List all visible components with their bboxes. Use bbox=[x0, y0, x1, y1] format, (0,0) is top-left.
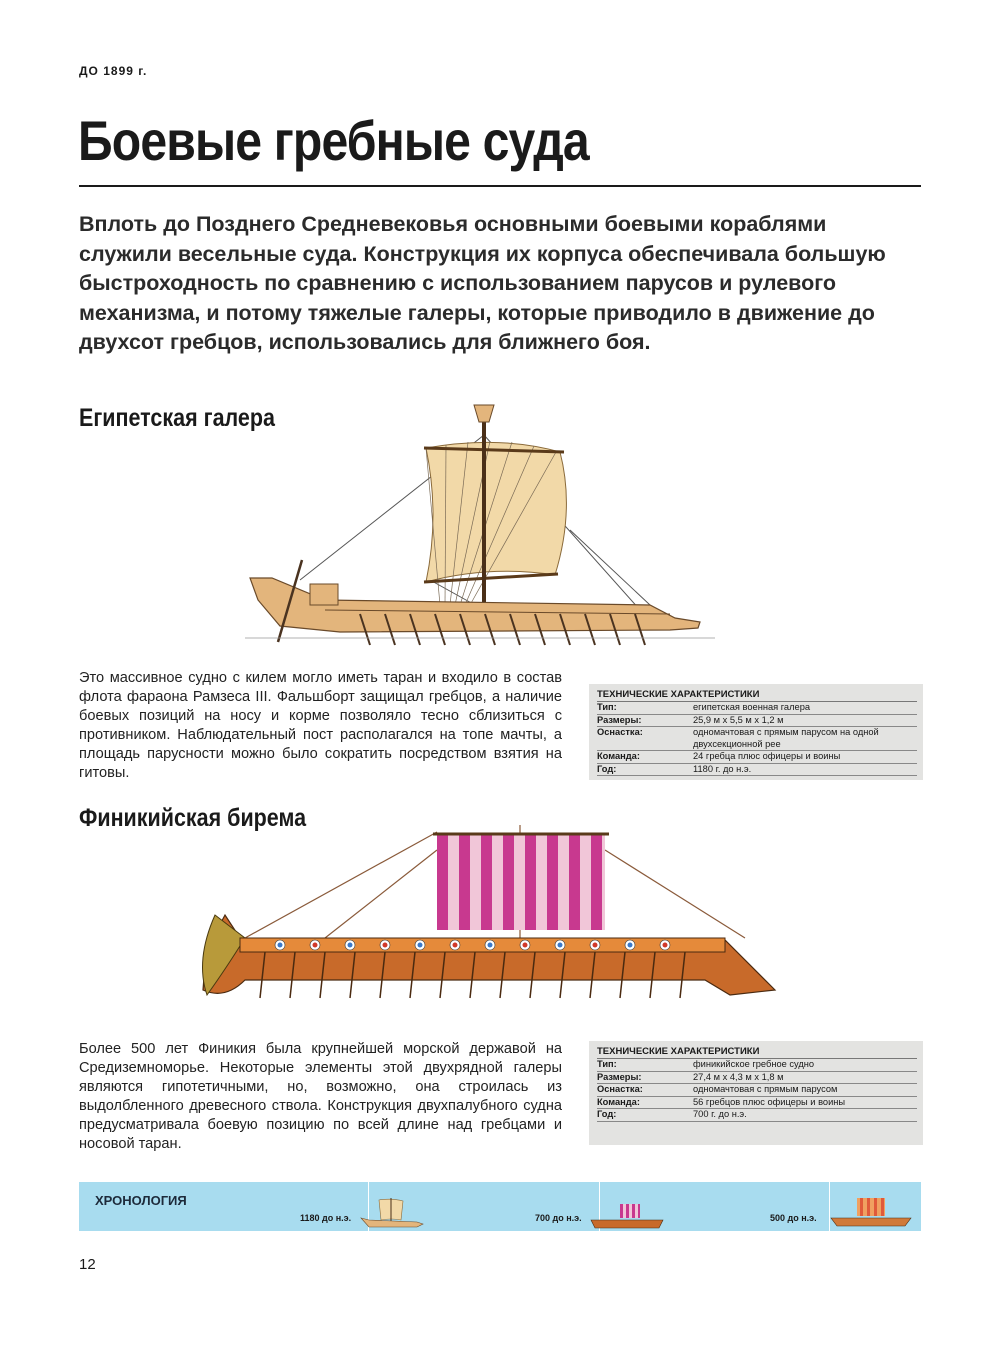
title-divider bbox=[79, 185, 921, 187]
egyptian-spec-table bbox=[589, 684, 923, 780]
spec-value: 25,9 м х 5,5 м х 1,2 м bbox=[693, 714, 784, 725]
spec-value: одномачтовая с прямым парусом bbox=[693, 1084, 838, 1094]
spec-value: 27,4 м х 4,3 м х 1,8 м bbox=[693, 1071, 784, 1082]
spec-value: одномачтовая с прямым парусом на одной двухсекционной рее bbox=[693, 727, 879, 749]
spec-row bbox=[597, 727, 917, 751]
chronology-year: 1180 до н.э. bbox=[300, 1213, 352, 1223]
spec-row bbox=[597, 1072, 917, 1085]
spec-key: Размеры: bbox=[597, 714, 642, 725]
spec-row bbox=[597, 1084, 917, 1097]
spec-key: Размеры: bbox=[597, 1071, 642, 1082]
spec-row bbox=[597, 715, 917, 728]
page-title: Боевые гребные суда bbox=[78, 109, 589, 172]
spec-value: 1180 г. до н.э. bbox=[693, 763, 752, 774]
spec-key: Команда: bbox=[597, 1096, 640, 1107]
spec-value: 24 гребца плюс офицеры и воины bbox=[693, 751, 841, 761]
page-number: 12 bbox=[79, 1256, 96, 1273]
chronology-bar bbox=[79, 1182, 921, 1231]
spec-key: Год: bbox=[597, 1109, 617, 1119]
phoenician-spec-table bbox=[589, 1041, 923, 1145]
egyptian-galley-thumbnail bbox=[357, 1196, 427, 1230]
section-heading-egyptian: Египетская галера bbox=[79, 404, 275, 432]
spec-row bbox=[597, 702, 917, 715]
spec-value: 700 г. до н.э. bbox=[693, 1109, 747, 1119]
spec-row bbox=[597, 764, 917, 777]
phoenician-description: Более 500 лет Финикия была крупнейшей морской державой на Средиземноморье. Некоторые элементы этой двухрядной галеры являются гипотетичными, но, возможно, она строилась из выдолбленного древесного ствола. Конструкция двухпалубного судна предусматривала боевую позицию по всей длине над гребцами и носовой таран. bbox=[79, 1041, 562, 1152]
chronology-label: ХРОНОЛОГИЯ bbox=[95, 1193, 187, 1208]
phoenician-bireme-illustration bbox=[185, 820, 785, 1010]
spec-value: 56 гребцов плюс офицеры и воины bbox=[693, 1096, 846, 1107]
intro-paragraph: Вплоть до Позднего Средневековья основными боевыми кораблями служили весельные суда. Конструкция их корпуса обеспечивала большую быстроходность по сравнению с использованием парусов и рулевого механизма, и потому тяжелые галеры, которые приводило в движение до двухсот гребцов, использовались для ближнего боя. bbox=[79, 212, 886, 354]
spec-row bbox=[597, 1059, 917, 1072]
spec-key: Тип: bbox=[597, 702, 617, 712]
spec-row bbox=[597, 751, 917, 764]
spec-key: Год: bbox=[597, 763, 617, 774]
spec-key: Команда: bbox=[597, 751, 640, 761]
spec-value: финикийское гребное судно bbox=[693, 1059, 815, 1069]
spec-key: Оснастка: bbox=[597, 727, 643, 737]
spec-row bbox=[597, 1097, 917, 1110]
spec-key: Оснастка: bbox=[597, 1084, 643, 1094]
chronology-year: 500 до н.э. bbox=[770, 1213, 817, 1223]
spec-key: Тип: bbox=[597, 1059, 617, 1069]
phoenician-bireme-thumbnail bbox=[587, 1200, 667, 1230]
section-kicker: ДО 1899 г. bbox=[79, 64, 148, 78]
galley-thumbnail bbox=[827, 1196, 915, 1230]
chronology-year: 700 до н.э. bbox=[535, 1213, 582, 1223]
egyptian-description: Это массивное судно с килем могло иметь таран и входило в состав флота фараона Рамзеса III. Фальшборт защищал гребцов, а наличие боевых позиций на носу и корме позволяло тесно сблизиться с противником. Наблюдательный пост располагался на топе мачты, а площадь парусности можно было сократить посредством взятия на гитовы. bbox=[79, 670, 562, 781]
spec-title: ТЕХНИЧЕСКИЕ ХАРАКТЕРИСТИКИ bbox=[597, 687, 917, 702]
spec-value: египетская военная галера bbox=[693, 702, 811, 712]
section-heading-phoenician: Финикийская бирема bbox=[79, 804, 307, 832]
spec-row bbox=[597, 1109, 917, 1122]
spec-title: ТЕХНИЧЕСКИЕ ХАРАКТЕРИСТИКИ bbox=[597, 1044, 917, 1059]
egyptian-galley-illustration bbox=[230, 400, 730, 650]
